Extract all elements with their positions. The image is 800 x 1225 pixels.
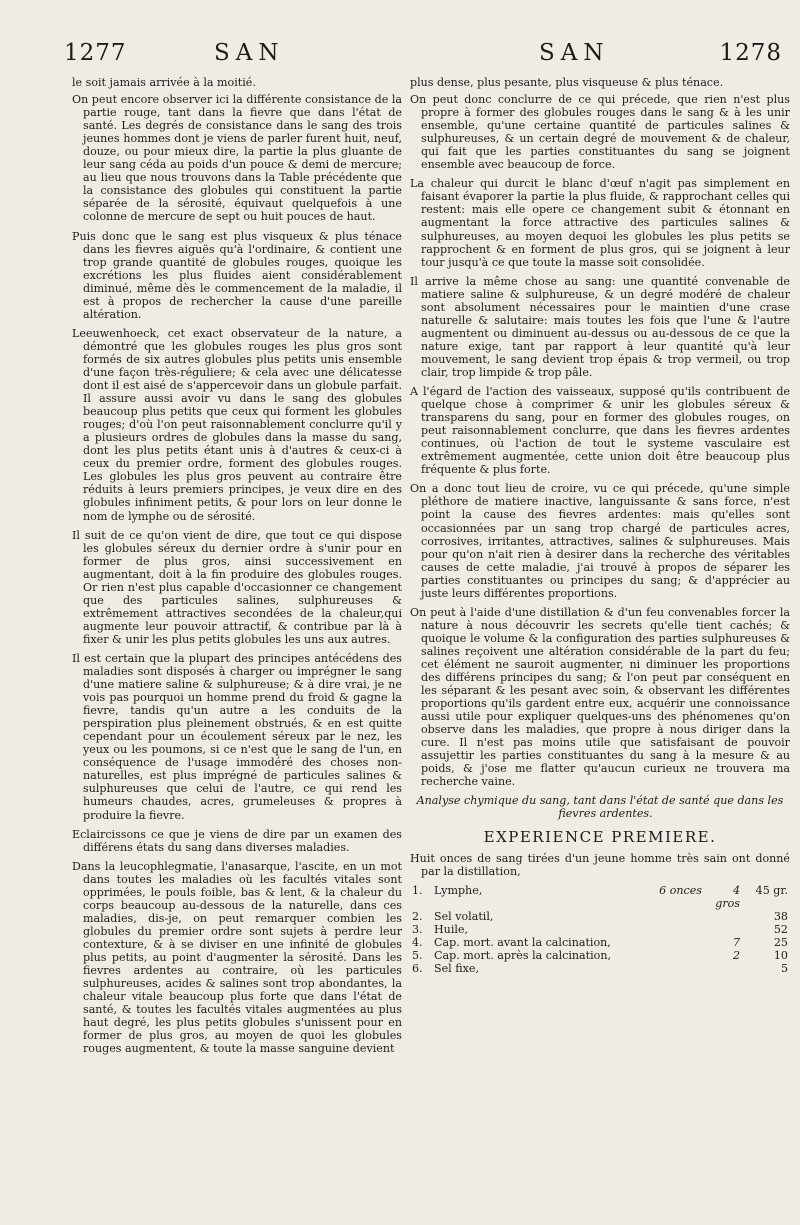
experience-title: EXPERIENCE PREMIERE. xyxy=(483,827,717,846)
left-column xyxy=(72,76,402,1196)
table-row xyxy=(410,949,790,962)
table-cell-gros: 7 xyxy=(732,935,740,949)
table-cell-onces xyxy=(638,936,704,949)
table-cell-onces xyxy=(638,962,704,975)
distillation-table xyxy=(410,884,790,975)
table-cell-gros xyxy=(704,923,742,936)
table-cell-gr: 38 xyxy=(773,909,788,923)
table-cell-onces xyxy=(638,923,704,936)
page-number-right: 1278 xyxy=(719,40,782,66)
table-cell-gr: 10 xyxy=(773,948,788,962)
table-cell-onces: 6 onces xyxy=(659,883,702,897)
table-cell-gros xyxy=(704,910,742,923)
table-cell-gros: 4 gros xyxy=(715,883,740,910)
table-cell-num: 3. xyxy=(412,922,423,936)
table-cell-label: Lymphe, xyxy=(434,883,483,897)
table-cell-num: 5. xyxy=(412,948,423,962)
right-column xyxy=(410,76,790,1196)
running-head-left: SAN xyxy=(214,40,285,66)
paragraph: plus dense, plus pesante, plus visqueuse & plus ténace. xyxy=(410,76,724,89)
table-row xyxy=(410,910,790,923)
experience-intro: Huit onces de sang tirées d'un jeune homme très sain ont donné par la distillation, xyxy=(410,851,790,878)
table-cell-onces xyxy=(638,949,704,962)
table-cell-gros xyxy=(704,962,742,975)
table-cell-gr: 25 xyxy=(773,935,788,949)
table-row xyxy=(410,923,790,936)
table-cell-gr: 5 xyxy=(780,961,788,975)
paragraph: La chaleur qui durcit le blanc d'œuf n'agit pas simplement en faisant évaporer la partie la plus fluide, & rapprochant celles qui restent: mais elle opere ce changement subit & étonnant en augmentant la force attractive des particules salines & sulphureuses, au moyen dequoi les globules les plus petits se rapprochent & en forment de plus gros, qui se joignent à leur tour jusqu'à ce que toute la masse soit consolidée. xyxy=(410,177,790,269)
paragraph: On peut à l'aide d'une distillation & d'un feu convenables forcer la nature à nous découvrir les secrets qu'elle tient cachés; & quoique le volume & la configuration des parties sulphureuses & salines reçoivent une altération considérable de la part du feu; cet élément ne sauroit augmenter, ni diminuer les proportions des différens principes du sang; & l'on peut par conséquent en les séparant & les pesant avec soin, & observant les différentes proportions qu'ils gardent entre eux, acquérir une connoissance aussi utile pour expliquer quelques-uns des phénomenes qu'on observe dans les maladies, que propre à nous diriger dans la cure. Il n'est pas moins utile que satisfaisant de pouvoir assujettir les parties constituantes du sang à la mesure & au poids, & j'ose me flatter qu'aucun curieux ne trouvera ma recherche vaine. xyxy=(410,605,790,789)
table-cell-label: Cap. mort. avant la calcination, xyxy=(434,935,611,949)
paragraph: le soit jamais arrivée à la moitié. xyxy=(72,76,256,89)
paragraph: On peut donc conclurre de ce qui précede, que rien n'est plus propre à former des globules rouges dans le sang & à les unir ensemble, qu'une certaine quantité de particules salines & sulphureuses, & un certain degré de mouvement & de chaleur, qui fait que les parties constituantes du sang se joignent ensemble avec beaucoup de force. xyxy=(410,93,790,172)
paragraph: Il est certain que la plupart des principes antécédens des maladies sont disposés à charger ou imprégner le sang d'une matiere saline & sulphureuse; & à dire vrai, je ne vois pas pourquoi un homme prend du froid & gagne la fievre, tandis qu'un autre a les conduits de la perspiration plus pleinement obstrués, & en est quitte cependant pour un écoulement séreux par le nez, les yeux ou les poumons, si ce n'est que le sang de l'un, en conséquence de l'usage immodéré des choses non-naturelles, est plus imprégné de particules salines & sulphureuses que celui de l'autre, ce qui rend les humeurs chaudes, acres, grumeleuses & propres à produire la fievre. xyxy=(72,651,402,822)
page-header xyxy=(64,40,782,74)
table-cell-num: 6. xyxy=(412,961,423,975)
paragraph: On peut encore observer ici la différente consistance de la partie rouge, tant dans la fievre que dans l'état de santé. Les degrés de consistance dans le sang des trois jeunes hommes dont je viens de parler furent huit, neuf, douze, ou pour mieux dire, la partie la plus gluante de leur sang céda au poids d'un pouce & demi de mercure; au lieu que nous trouvons dans la Table précédente que la consistance des globules qui constituent la partie séparée de la sérosité, équivaut quelquefois à une colonne de mercure de sept ou huit pouces de haut. xyxy=(72,93,402,224)
table-cell-onces xyxy=(638,910,704,923)
table-cell-gr: 45 gr. xyxy=(755,883,788,897)
table-row xyxy=(410,962,790,975)
paragraph: Puis donc que le sang est plus visqueux & plus ténace dans les fievres aiguës qu'à l'ordinaire, & contient une trop grande quantité de globules rouges, quoique les excrétions les plus fluides aient considérablement diminué, même dès le commencement de la maladie, il est à propos de rechercher la cause d'une pareille altération. xyxy=(72,229,402,321)
paragraph: Leeuwenhoeck, cet exact observateur de la nature, a démontré que les globules rouges les plus gros sont formés de six autres globules plus petits unis ensemble d'une façon très-réguliere; & cela avec une délicatesse dont il est aisé de s'appercevoir dans un globule parfait. Il assure aussi avoir vu dans le sang des globules beaucoup plus petits que ceux qui forment les globules rouges; d'où l'on peut raisonnablement conclurre qu'il y a plusieurs ordres de globules dans la masse du sang, dont les plus petits étant unis à d'autres & ceux-ci à ceux du premier ordre, forment des globules rouges. Les globules les plus gros peuvent au contraire être réduits à leurs premiers principes, je veux dire en des globules infiniment petits, & pour lors on leur donne le nom de lymphe ou de sérosité. xyxy=(72,326,402,523)
table-cell-label: Cap. mort. après la calcination, xyxy=(434,948,612,962)
table-row xyxy=(410,936,790,949)
paragraph: Il suit de ce qu'on vient de dire, que tout ce qui dispose les globules séreux du dernier ordre à s'unir pour en former de plus gros, ainsi successivement en augmentant, doit à la fin produire des globules rouges. Or rien n'est plus capable d'occasionner ce changement que des particules salines, sulphureuses & extrêmement attractives secondées de la chaleur,qui augmente leur pouvoir attractif, & contribue par là à fixer & unir les plus petits globules les uns aux autres. xyxy=(72,528,402,646)
table-cell-label: Huile, xyxy=(434,922,469,936)
paragraph: Dans la leucophlegmatie, l'anasarque, l'ascite, en un mot dans toutes les maladies où les facultés vitales sont opprimées, le pouls foible, bas & lent, & la chaleur du corps beaucoup au-dessous de la naturelle, dans ces maladies, dis-je, on peut remarquer combien les globules du premier ordre sont sujets à perdre leur contexture, & à se diviser en une infinité de globules plus petits, au point d'augmenter la sérosité. Dans les fievres ardentes au contraire, où les particules sulphureuses, acides & salines sont trop abondantes, la chaleur vitale beaucoup plus forte que dans l'état de santé, & toutes les facultés vitales augmentées au plus haut degré, les plus petits globules s'unissent pour en former de plus gros, au moyen de quoi les globules rouges augmentent, & toute la masse sanguine devient xyxy=(72,859,402,1056)
paragraph: A l'égard de l'action des vaisseaux, supposé qu'ils contribuent de quelque chose à comprimer & unir les globules séreux & transparens du sang, pour en former des globules rouges, on peut raisonnablement conclurre, que dans les fievres ardentes continues, où l'action de tout le systeme vasculaire est extrêmement augmentée, cette union doit être beaucoup plus fréquente & plus forte. xyxy=(410,385,790,477)
section-heading: Analyse chymique du sang, tant dans l'état de santé que dans les fievres ardentes. xyxy=(416,794,784,821)
paragraph: Il arrive la même chose au sang: une quantité convenable de matiere saline & sulphureuse, & un degré modéré de chaleur sont absolument nécessaires pour le maintien d'une crase naturelle & salutaire: mais toutes les fois que l'une & l'autre augmentent ou diminuent au-dessus ou au-dessous de ce que la nature exige, tant par rapport à leur quantité qu'à leur mouvement, le sang devient trop épais & trop vermeil, ou trop clair, trop limpide & trop pâle. xyxy=(410,274,790,379)
table-cell-label: Sel fixe, xyxy=(434,961,479,975)
page-number-left: 1277 xyxy=(64,40,127,66)
table-cell-num: 2. xyxy=(412,909,423,923)
table-cell-gr: 52 xyxy=(773,922,788,936)
table-cell-gros: 2 xyxy=(732,948,740,962)
table-row xyxy=(410,884,790,910)
running-head-right: SAN xyxy=(539,40,610,66)
table-cell-label: Sel volatil, xyxy=(434,909,494,923)
table-cell-num: 4. xyxy=(412,935,423,949)
paragraph: On a donc tout lieu de croire, vu ce qui précede, qu'une simple pléthore de matiere inactive, languissante & sans force, n'est point la cause des fievres ardentes: mais qu'elles sont occasionnées par un sang trop chargé de particules acres, corrosives, irritantes, attractives, salines & sulphureuses. Mais pour qu'on n'ait rien à desirer dans la recherche des véritables causes de cette maladie, j'ai trouvé à propos de séparer les parties constituantes ou principes du sang; & d'apprécier au juste leurs différentes proportions. xyxy=(410,482,790,600)
table-cell-num: 1. xyxy=(412,883,423,897)
paragraph: Eclaircissons ce que je viens de dire par un examen des différens états du sang dans diverses maladies. xyxy=(72,827,402,854)
